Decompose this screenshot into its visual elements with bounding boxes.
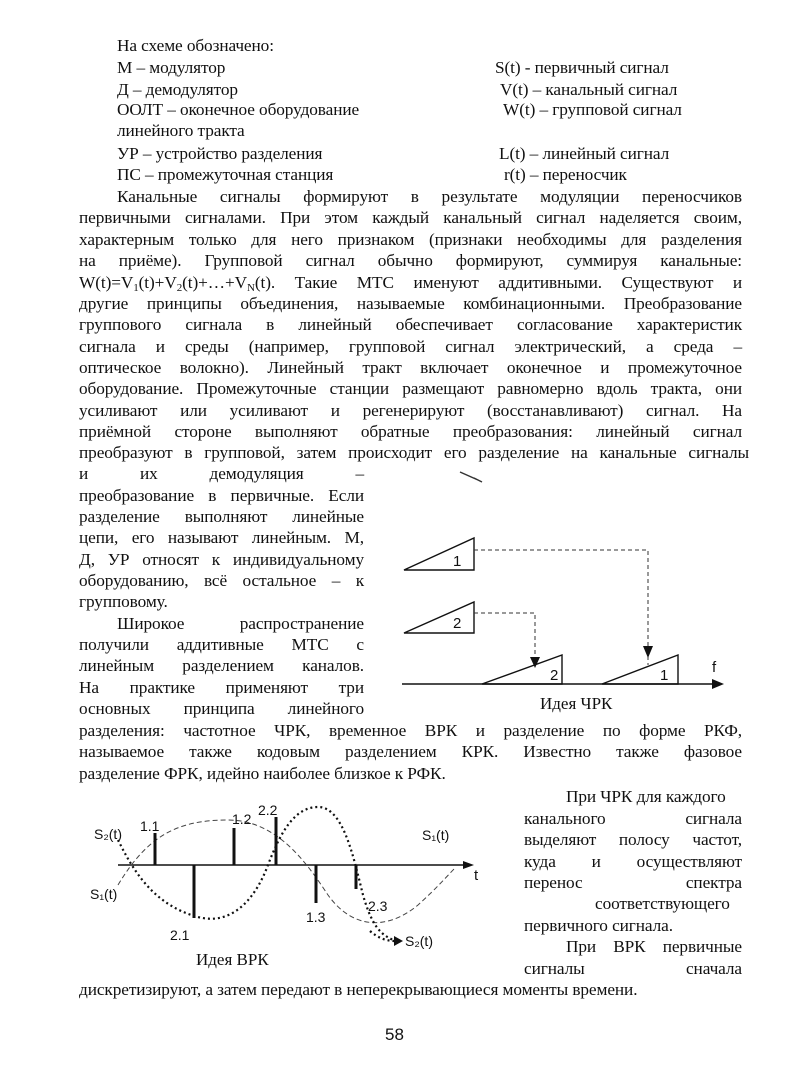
para3-right-7: первичного сигнала. bbox=[524, 916, 673, 935]
para2-line-3: разделение ФРК, идейно наиболее близкое к РФК. bbox=[79, 764, 446, 783]
para1-line-3: характерным только для него признаком (признаки необходимы для разделения bbox=[79, 230, 742, 249]
para3-right-8: При ВРК первичные bbox=[566, 937, 742, 956]
legend-item-oolt: ООЛТ – оконечное оборудование bbox=[117, 100, 360, 119]
fdm-axis-label: f bbox=[712, 659, 717, 676]
para3-right-6: соответствующего bbox=[595, 894, 730, 913]
fdm-channel-1-spectrum bbox=[404, 538, 474, 570]
para3-last-line: дискретизируют, а затем передают в неперекрывающиеся моменты времени. bbox=[79, 980, 638, 999]
para2-narrow-4: На практике применяют три bbox=[79, 678, 364, 697]
fdm-guide-2 bbox=[474, 613, 535, 665]
para1-line-10: оборудование. Промежуточные станции размещают равномерно вдоль тракта, они bbox=[79, 379, 742, 398]
para1-line-4: на приёме). Групповой сигнал обычно формируют, суммируя канальные: bbox=[79, 251, 742, 270]
legend-item-s: S(t) - первичный сигнал bbox=[495, 58, 669, 77]
legend-item-oolt-cont: линейного тракта bbox=[117, 121, 245, 140]
legend-item-w: W(t) – групповой сигнал bbox=[503, 100, 682, 119]
legend-item-ur: УР – устройство разделения bbox=[117, 144, 323, 163]
tdm-label-s2-right: S₂(t) bbox=[405, 933, 433, 949]
para1-narrow-7: групповому. bbox=[79, 592, 168, 611]
para2-narrow-2: получили аддитивные МТС с bbox=[79, 635, 364, 654]
tdm-diagram bbox=[78, 795, 498, 965]
tdm-label-s1-right: S₁(t) bbox=[422, 827, 450, 843]
fdm-arrow-1 bbox=[643, 646, 653, 658]
para1-line-11: усиливают или усиливают и регенерируют (восстанавливают) сигнал. На bbox=[79, 401, 742, 420]
para1-line-7: группового сигнала в линейный обеспечивает согласование характеристик bbox=[79, 315, 742, 334]
legend-heading: На схеме обозначено: bbox=[117, 36, 274, 55]
legend-item-r: r(t) – переносчик bbox=[504, 165, 627, 184]
fdm-label-2: 2 bbox=[453, 615, 462, 632]
para3-right-3: выделяют полосу частот, bbox=[524, 830, 742, 849]
tdm-sample-label-1-1: 1.1 bbox=[140, 818, 160, 834]
tdm-label-s1-left: S₁(t) bbox=[90, 886, 118, 902]
tdm-caption: Идея ВРК bbox=[196, 950, 269, 969]
para1-line-13: преобразуют в групповой, затем происходит его разделение на канальные сигналы bbox=[79, 443, 749, 462]
legend-item-demodulator: Д – демодулятор bbox=[117, 80, 238, 99]
para1-line-6: другие принципы объединения, называемые комбинационными. Преобразование bbox=[79, 294, 742, 313]
fdm-guide-1 bbox=[474, 550, 648, 665]
legend-item-ps: ПС – промежуточная станция bbox=[117, 165, 334, 184]
para1-narrow-6: оборудованию, всё остальное – к bbox=[79, 571, 364, 590]
para1-narrow-3: разделение выполняют линейные bbox=[79, 507, 364, 526]
tdm-sample-label-2-1: 2.1 bbox=[170, 927, 190, 943]
fdm-shifted-label-2: 2 bbox=[550, 667, 559, 684]
tdm-sample-label-1-2: 1.2 bbox=[232, 811, 252, 827]
para1-line-8: сигнала и среды (например, групповой сигнал электрический, а среда – bbox=[79, 337, 742, 356]
para3-right-2: канального сигнала bbox=[524, 809, 742, 828]
para1-line-9: оптическое волокно). Линейный тракт включает оконечное и промежуточное bbox=[79, 358, 742, 377]
para2-narrow-5: основных принципа линейного bbox=[79, 699, 364, 718]
legend-item-l: L(t) – линейный сигнал bbox=[499, 144, 670, 163]
para2-narrow-1: Широкое распространение bbox=[117, 614, 364, 633]
tdm-label-s2-left: S₂(t) bbox=[94, 826, 122, 842]
para1-formula-line: $W(t)=V_1(t)+V_2(t)+\dots+V_N(t)$. Такие МТС именуют аддитивными. Существуют и bbox=[79, 273, 742, 294]
fdm-caption: Идея ЧРК bbox=[540, 694, 613, 713]
para3-right-9: сигналы сначала bbox=[524, 959, 742, 978]
fdm-axis-arrowhead bbox=[712, 679, 724, 689]
scan-mark bbox=[460, 472, 482, 482]
tdm-signal-s1 bbox=[118, 820, 456, 923]
para3-right-1: При ЧРК для каждого bbox=[566, 787, 726, 806]
para1-line-12: приёмной стороне выполняют обратные преобразования: линейный сигнал bbox=[79, 422, 742, 441]
page-number: 58 bbox=[385, 1025, 404, 1044]
tdm-sample-label-2-3: 2.3 bbox=[368, 898, 388, 914]
para1-narrow-2: преобразование в первичные. Если bbox=[79, 486, 364, 505]
fdm-diagram bbox=[390, 460, 740, 700]
para1-narrow-4: цепи, его называют линейным. М, bbox=[79, 528, 364, 547]
para3-right-4: куда и осуществляют bbox=[524, 852, 742, 871]
fdm-label-1: 1 bbox=[453, 553, 462, 570]
legend-item-v: V(t) – канальный сигнал bbox=[500, 80, 678, 99]
legend-item-modulator: М – модулятор bbox=[117, 58, 226, 77]
para2-narrow-3: линейным разделением каналов. bbox=[79, 656, 364, 675]
tdm-sample-label-1-3: 1.3 bbox=[306, 909, 326, 925]
para1-line-2: первичными сигналами. При этом каждый канальный сигнал наделяется своим, bbox=[79, 208, 742, 227]
fdm-shifted-label-1: 1 bbox=[660, 667, 669, 684]
tdm-s2-arrowhead bbox=[394, 936, 403, 946]
tdm-axis-label: t bbox=[474, 867, 479, 884]
para2-line-2: называемое также кодовым разделением КРК. Известно также фазовое bbox=[79, 742, 742, 761]
para2-line-1: разделения: частотное ЧРК, временное ВРК и разделение по форме РКФ, bbox=[79, 721, 742, 740]
tdm-axis-arrowhead bbox=[463, 861, 474, 869]
para3-right-5: перенос спектра bbox=[524, 873, 742, 892]
para1-line-1: Канальные сигналы формируют в результате модуляции переносчиков bbox=[117, 187, 742, 206]
para1-narrow-1: и их демодуляция – bbox=[79, 464, 364, 483]
tdm-sample-label-2-2: 2.2 bbox=[258, 802, 278, 818]
para1-narrow-5: Д, УР относят к индивидуальному bbox=[79, 550, 364, 569]
fdm-channel-2-spectrum bbox=[404, 602, 474, 633]
